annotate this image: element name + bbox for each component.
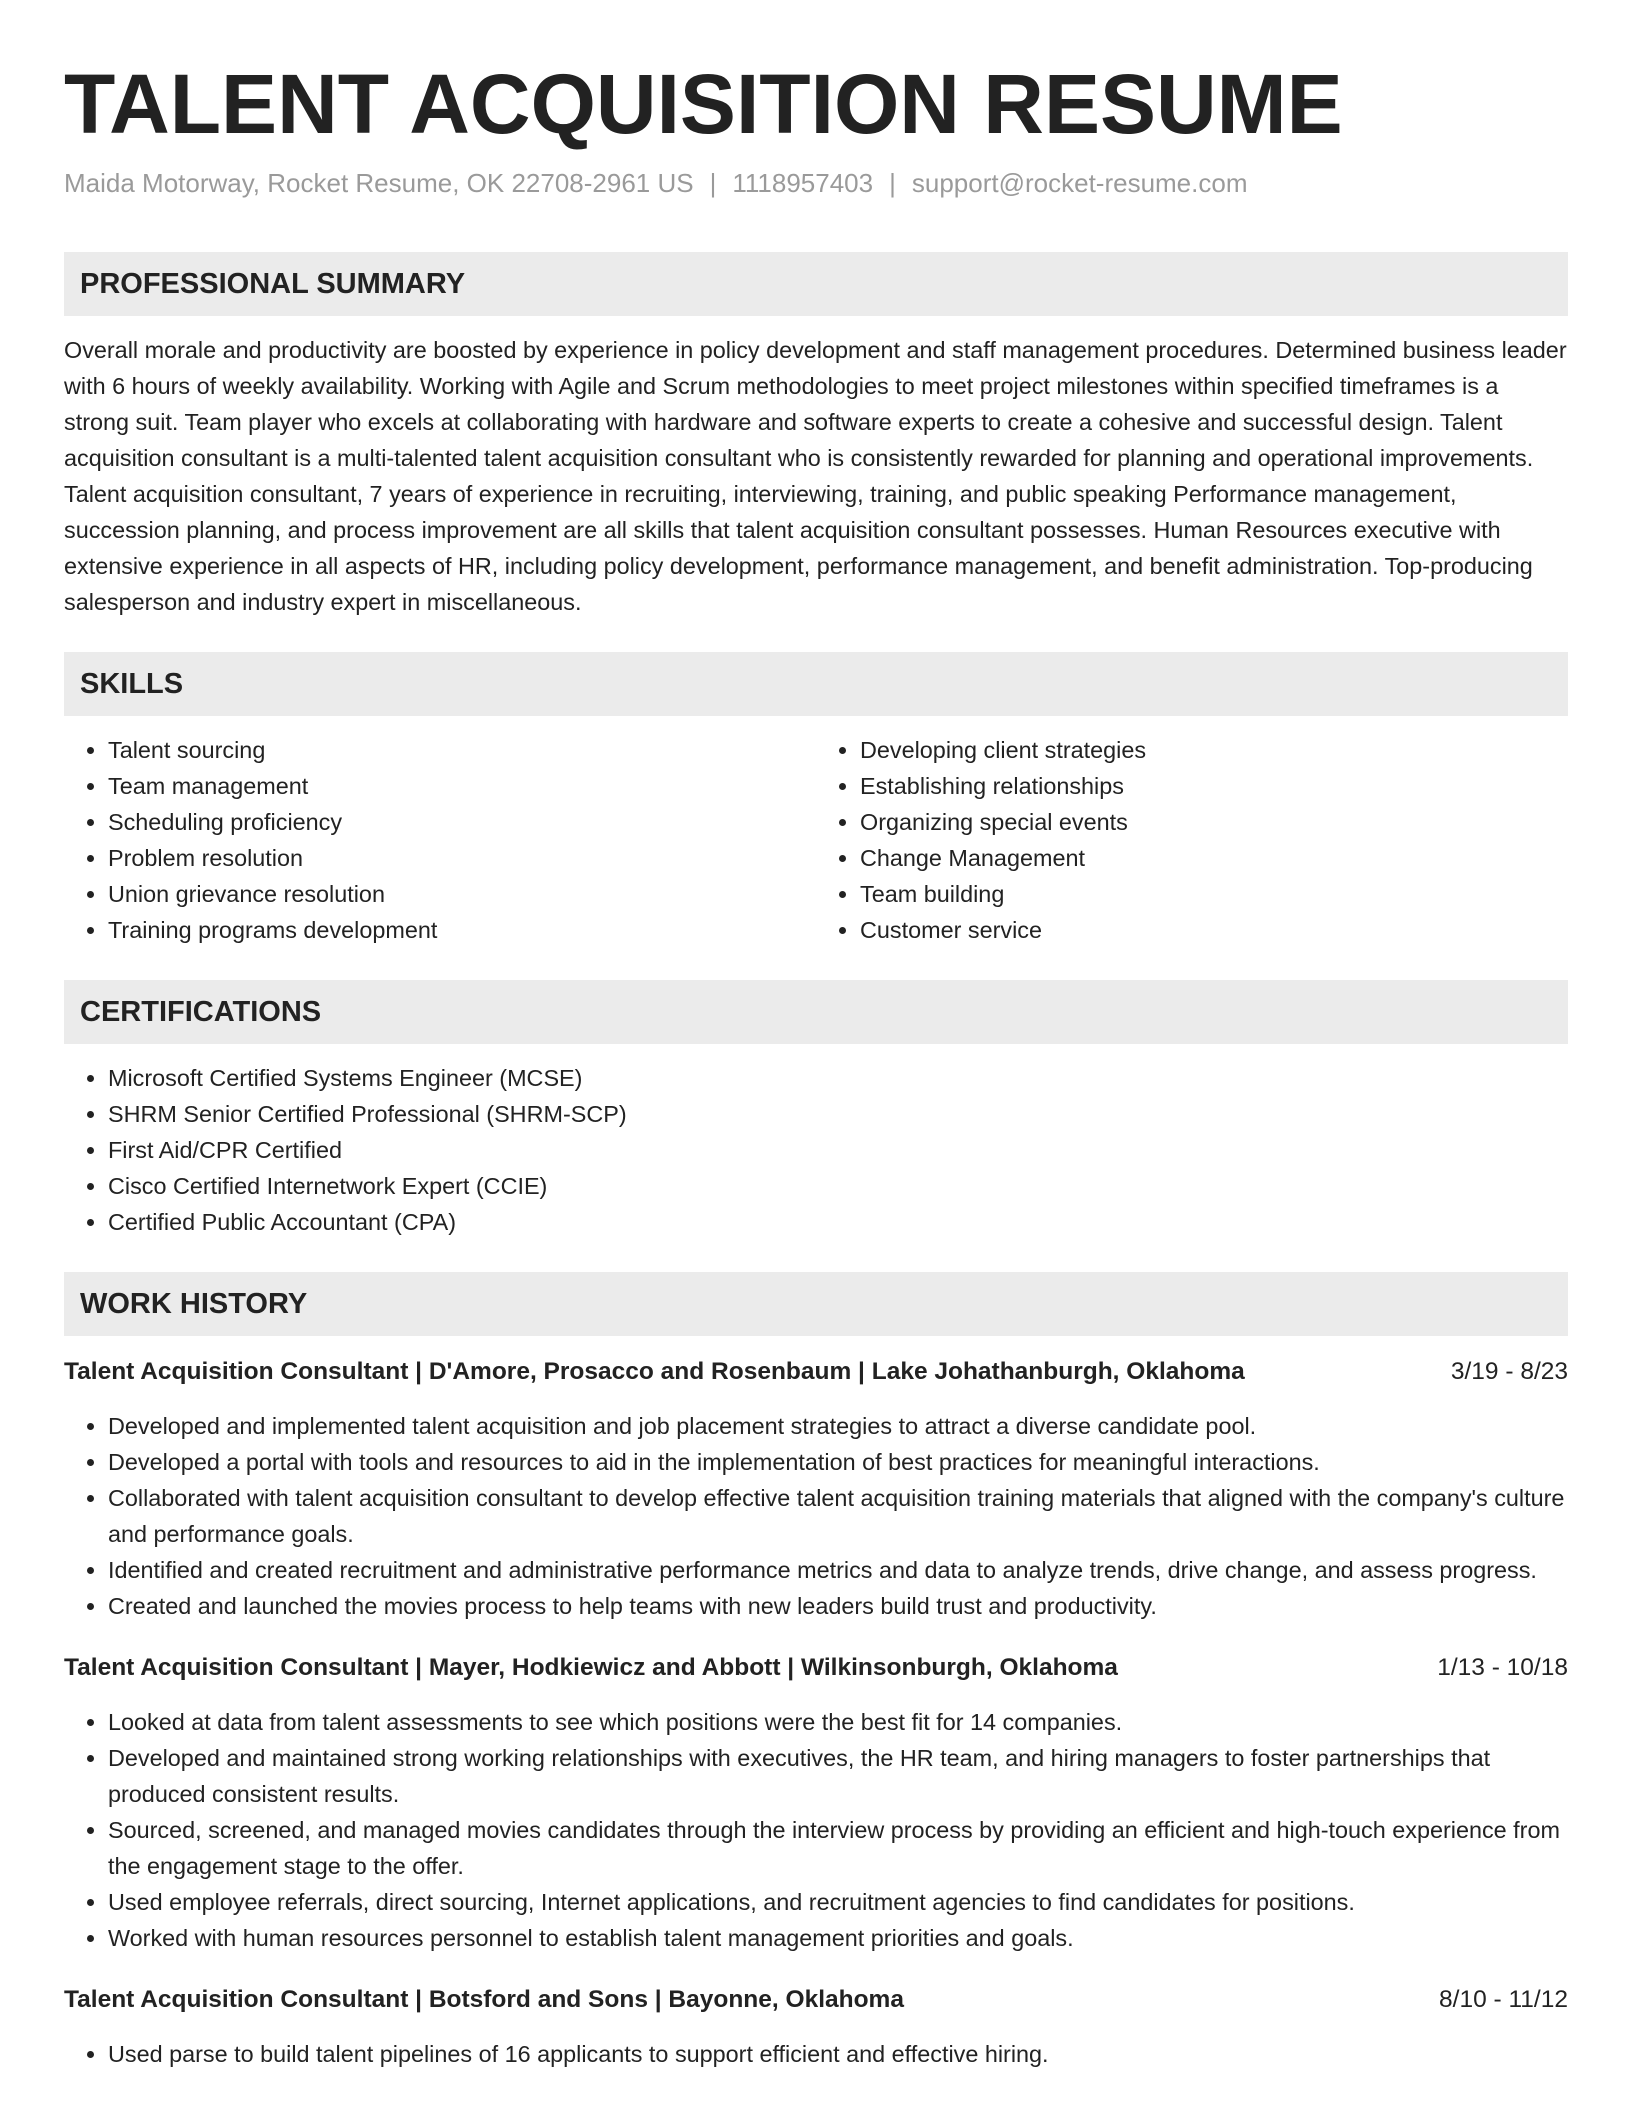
job-bullet: • Used parse to build talent pipelines of 16 applicants to support efficient and effective hiring. bbox=[108, 2036, 1568, 2072]
job-bullet: • Sourced, screened, and managed movies candidates through the interview process by providing an efficient and high-touch experience from the engagement stage to the offer. bbox=[108, 1812, 1568, 1884]
certification-item: • Cisco Certified Internetwork Expert (CCIE) bbox=[108, 1168, 1568, 1204]
skill-item: • Union grievance resolution bbox=[108, 876, 816, 912]
skills-column-left bbox=[64, 732, 816, 948]
certification-item: • SHRM Senior Certified Professional (SHRM-SCP) bbox=[108, 1096, 1568, 1132]
contact-separator: | bbox=[889, 168, 896, 198]
certification-item: • First Aid/CPR Certified bbox=[108, 1132, 1568, 1168]
summary-heading: PROFESSIONAL SUMMARY bbox=[64, 252, 1568, 316]
resume-page bbox=[64, 0, 1568, 2072]
skill-item: • Organizing special events bbox=[860, 804, 1568, 840]
skill-item: • Establishing relationships bbox=[860, 768, 1568, 804]
job-bullet: • Developed and implemented talent acquisition and job placement strategies to attract a diverse candidate pool. bbox=[108, 1408, 1568, 1444]
job-bullet: • Used employee referrals, direct sourcing, Internet applications, and recruitment agencies to find candidates for positions. bbox=[108, 1884, 1568, 1920]
job-bullet: • Identified and created recruitment and administrative performance metrics and data to analyze trends, drive change, and assess progress. bbox=[108, 1552, 1568, 1588]
contact-line bbox=[64, 166, 1568, 200]
job-header bbox=[64, 1354, 1568, 1390]
job-entry bbox=[64, 1354, 1568, 1624]
job-bullet: • Looked at data from talent assessments to see which positions were the best fit for 14 companies. bbox=[108, 1704, 1568, 1740]
certification-item: • Certified Public Accountant (CPA) bbox=[108, 1204, 1568, 1240]
job-bullet: • Developed and maintained strong working relationships with executives, the HR team, and hiring managers to foster partnerships that produced consistent results. bbox=[108, 1740, 1568, 1812]
job-bullet: • Worked with human resources personnel to establish talent management priorities and goals. bbox=[108, 1920, 1568, 1956]
certification-item: • Microsoft Certified Systems Engineer (MCSE) bbox=[108, 1060, 1568, 1096]
job-bullet: • Collaborated with talent acquisition consultant to develop effective talent acquisition training materials that aligned with the company's culture and performance goals. bbox=[108, 1480, 1568, 1552]
job-entry bbox=[64, 1650, 1568, 1956]
summary-text: Overall morale and productivity are boosted by experience in policy development and staff management procedures. Determined business leader with 6 hours of weekly availability. Working with Agile and Scrum methodologies to meet project milestones within specified timeframes is a strong suit. Team player who excels at collaborating with hardware and software experts to create a cohesive and successful design. Talent acquisition consultant is a multi-talented talent acquisition consultant who is consistently rewarded for planning and operational improvements. Talent acquisition consultant, 7 years of experience in recruiting, interviewing, training, and public speaking Performance management, succession planning, and process improvement are all skills that talent acquisition consultant possesses. Human Resources executive with extensive experience in all aspects of HR, including policy development, performance management, and benefit administration. Top-producing salesperson and industry expert in miscellaneous. bbox=[64, 337, 1567, 615]
skill-item: • Change Management bbox=[860, 840, 1568, 876]
job-title: Talent Acquisition Consultant | Mayer, Hodkiewicz and Abbott | Wilkinsonburgh, Oklahoma bbox=[64, 1654, 1118, 1681]
skill-item: • Team building bbox=[860, 876, 1568, 912]
job-bullet: • Created and launched the movies process to help teams with new leaders build trust and productivity. bbox=[108, 1588, 1568, 1624]
skill-item: • Training programs development bbox=[108, 912, 816, 948]
job-bullets bbox=[64, 1704, 1568, 1956]
contact-phone[interactable]: 1118957403 bbox=[732, 168, 874, 198]
job-dates: 1/13 - 10/18 bbox=[1437, 1654, 1568, 1681]
job-dates: 8/10 - 11/12 bbox=[1439, 1986, 1568, 2013]
skill-item: • Talent sourcing bbox=[108, 732, 816, 768]
resume-title: TALENT ACQUISITION RESUME bbox=[64, 57, 1343, 151]
job-bullet: • Developed a portal with tools and resources to aid in the implementation of best practices for meaningful interactions. bbox=[108, 1444, 1568, 1480]
skills-column-right bbox=[816, 732, 1568, 948]
skill-item: • Team management bbox=[108, 768, 816, 804]
work-history-heading: WORK HISTORY bbox=[64, 1272, 1568, 1336]
job-entry bbox=[64, 1982, 1568, 2072]
skill-item: • Scheduling proficiency bbox=[108, 804, 816, 840]
job-title: Talent Acquisition Consultant | D'Amore, Prosacco and Rosenbaum | Lake Johathanburgh, Oklahoma bbox=[64, 1358, 1245, 1385]
job-title: Talent Acquisition Consultant | Botsford and Sons | Bayonne, Oklahoma bbox=[64, 1986, 904, 2013]
skill-item: • Problem resolution bbox=[108, 840, 816, 876]
certifications-heading: CERTIFICATIONS bbox=[64, 980, 1568, 1044]
job-bullets bbox=[64, 1408, 1568, 1624]
contact-address: Maida Motorway, Rocket Resume, OK 22708-2961 US bbox=[64, 168, 694, 198]
skill-item: • Customer service bbox=[860, 912, 1568, 948]
contact-separator: | bbox=[709, 168, 717, 198]
skills-list bbox=[64, 732, 1568, 948]
job-dates: 3/19 - 8/23 bbox=[1450, 1358, 1568, 1385]
skills-heading: SKILLS bbox=[64, 652, 1568, 716]
job-header bbox=[64, 1650, 1568, 1686]
job-header bbox=[64, 1982, 1568, 2018]
contact-email[interactable]: support@rocket-resume.com bbox=[911, 168, 1248, 198]
skill-item: • Developing client strategies bbox=[860, 732, 1568, 768]
job-bullets bbox=[64, 2036, 1568, 2072]
certifications-list bbox=[64, 1060, 1568, 1240]
